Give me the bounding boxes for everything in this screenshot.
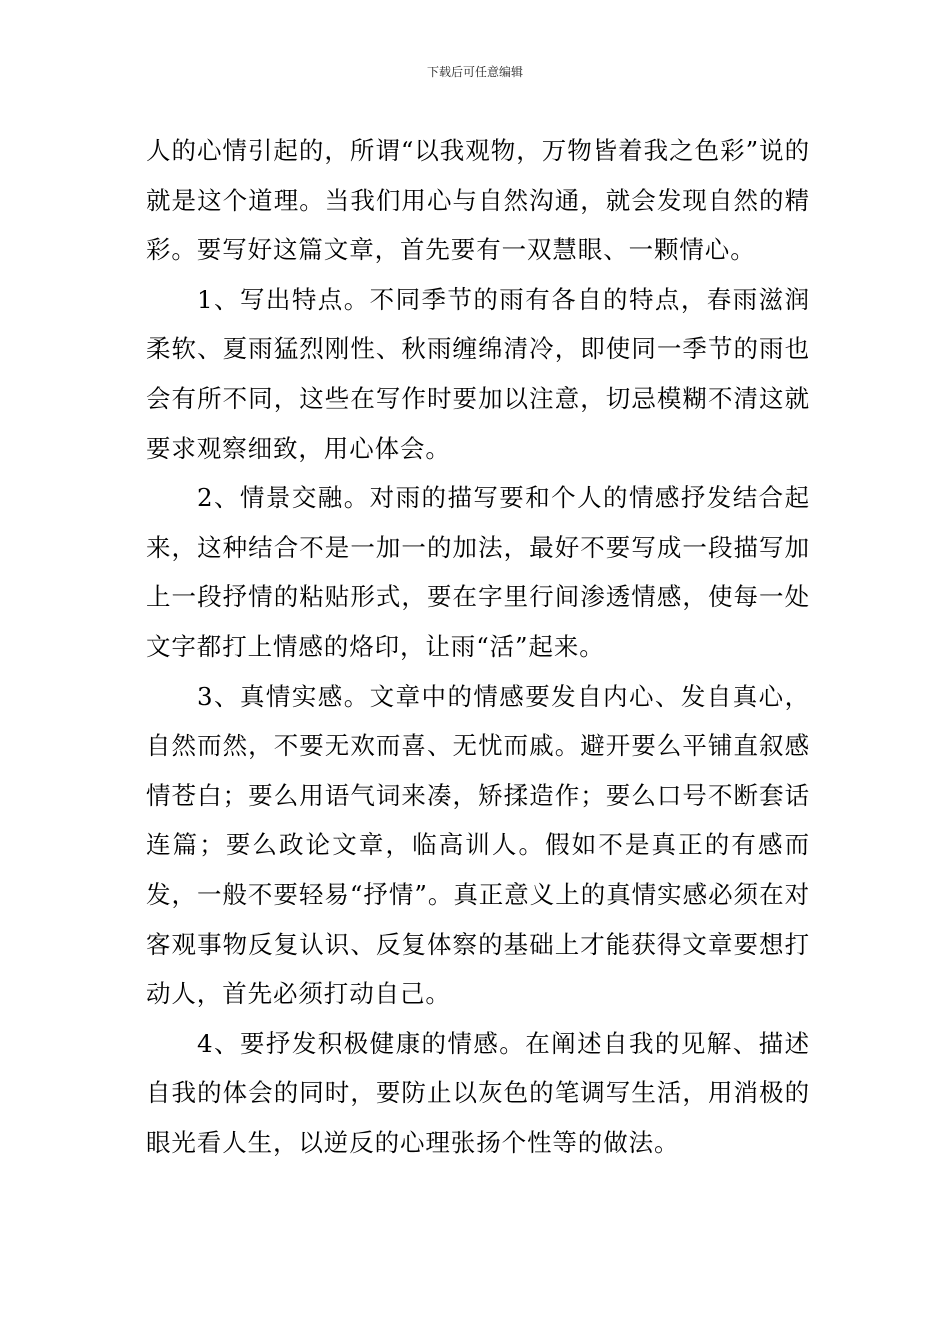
paragraph-continuation: 人的心情引起的，所谓“以我观物，万物皆着我之色彩”说的就是这个道理。当我们用心与自然沟通，就会发现自然的精彩。要写好这篇文章，首先要有一双慧眼、一颗情心。	[146, 136, 810, 265]
paragraph-point-3: 3、真情实感。文章中的情感要发自内心、发自真心，自然而然，不要无欢而喜、无忧而戚。避开要么平铺直叙感情苍白；要么用语气词来凑，矫揉造作；要么口号不断套话连篇；要么政论文章，临高训人。假如不是真正的有感而发，一般不要轻易“抒情”。真正意义上的真情实感必须在对客观事物反复认识、反复体察的基础上才能获得文章要想打动人，首先必须打动自己。	[146, 681, 810, 1009]
paragraph-point-1: 1、写出特点。不同季节的雨有各自的特点，春雨滋润柔软、夏雨猛烈刚性、秋雨缠绵清冷，即使同一季节的雨也会有所不同，这些在写作时要加以注意，切忌模糊不清这就要求观察细致，用心体会。	[146, 284, 810, 463]
page-header: 下载后可任意编辑	[426, 65, 523, 79]
document-body	[146, 126, 810, 1167]
paragraph-point-2: 2、情景交融。对雨的描写要和个人的情感抒发结合起来，这种结合不是一加一的加法，最好不要写成一段描写加上一段抒情的粘贴形式，要在字里行间渗透情感，使每一处文字都打上情感的烙印，让雨“活”起来。	[146, 483, 810, 661]
paragraph-point-4: 4、要抒发积极健康的情感。在阐述自我的见解、描述自我的体会的同时，要防止以灰色的笔调写生活，用消极的眼光看人生，以逆反的心理张扬个性等的做法。	[146, 1028, 810, 1157]
